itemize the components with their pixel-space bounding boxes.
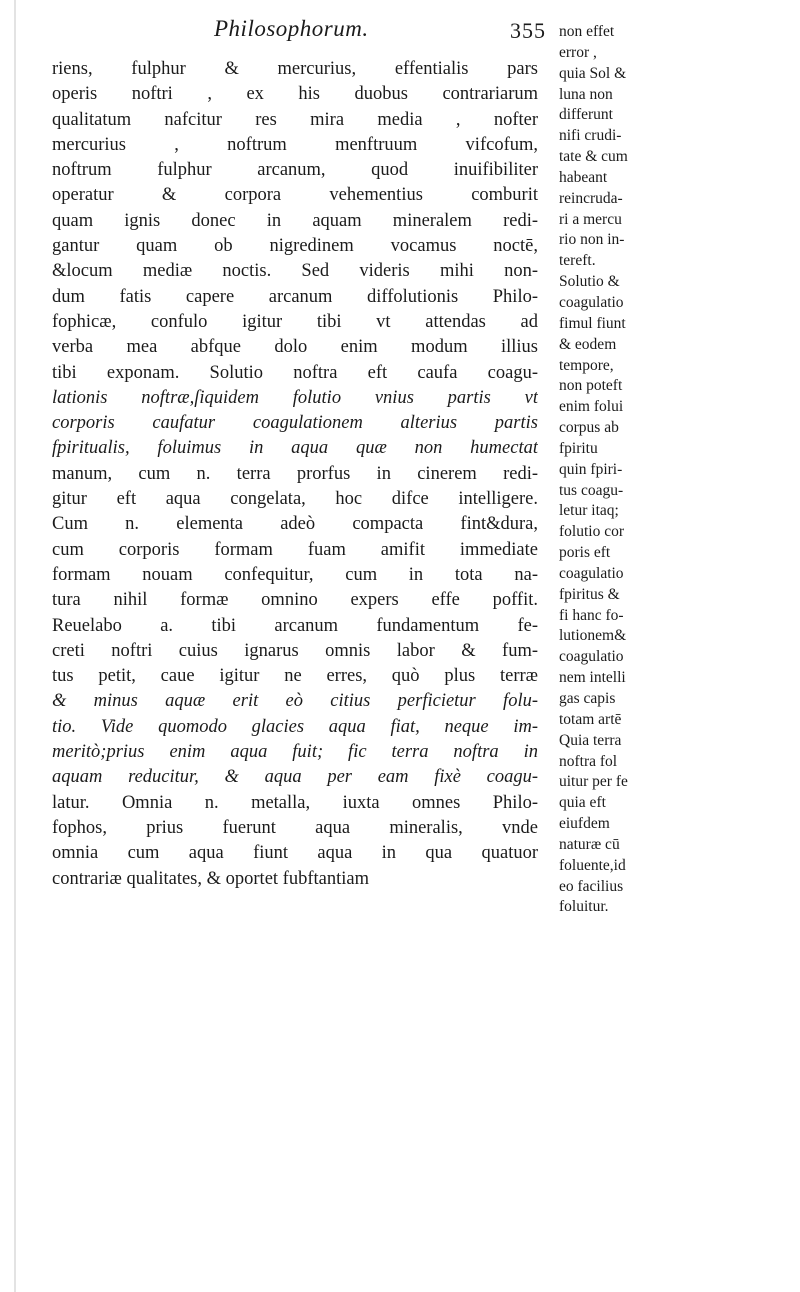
marginal-notes-column xyxy=(559,22,799,918)
margin-note-line: lutionem& xyxy=(559,627,627,645)
margin-note-line: coagulatio xyxy=(559,564,624,582)
text-line: quam ignis donec in aquam mineralem redi- xyxy=(52,210,538,231)
text-line: lationis noftræ,ſiquidem folutio vnius partis vt xyxy=(52,387,538,408)
margin-note-line: fi hanc fo- xyxy=(559,606,624,624)
margin-note-line: quia eft xyxy=(559,794,606,812)
margin-note-line: tempore, xyxy=(559,356,614,374)
running-title: Philosophorum. xyxy=(214,16,369,41)
margin-note-line: totam artē xyxy=(559,710,622,728)
text-line: fophicæ, confulo igitur tibi vt attendas ad xyxy=(52,311,538,332)
page-edge-shadow xyxy=(14,0,16,1292)
text-line: tus petit, caue igitur ne erres, quò plus terræ xyxy=(52,666,538,687)
margin-note-line: naturæ cū xyxy=(559,835,620,853)
margin-note-line: fpiritu xyxy=(559,439,598,457)
text-line: verba mea abfque dolo enim modum illius xyxy=(52,337,538,358)
margin-note-line: habeant xyxy=(559,168,608,186)
margin-note-line: eiufdem xyxy=(559,815,610,833)
margin-note-line: eo facilius xyxy=(559,877,624,895)
margin-note-line: & eodem xyxy=(559,335,617,353)
text-line: latur. Omnia n. metalla, iuxta omnes Philo- xyxy=(52,792,538,813)
margin-note-line: Quia terra xyxy=(559,731,622,749)
text-line: riens, fulphur & mercurius, effentialis pars xyxy=(52,59,538,79)
margin-note-line: nifi crudi- xyxy=(559,127,622,145)
margin-note-line: poris eft xyxy=(559,544,611,562)
margin-note-line: error , xyxy=(559,43,597,61)
text-line: tura nihil formæ omnino expers effe poffit. xyxy=(52,590,538,611)
margin-note-line: non effet xyxy=(559,23,615,40)
text-line: & minus aquæ erit eò citius perficietur folu- xyxy=(52,691,538,712)
main-text-column xyxy=(52,57,538,892)
text-line: tio. Vide quomodo glacies aqua fiat, neque im- xyxy=(52,716,538,737)
margin-note-line: Solutio & xyxy=(559,273,620,291)
margin-note-line: quin fpiri- xyxy=(559,460,623,478)
margin-note-line: luna non xyxy=(559,85,613,103)
margin-note-line: noftra fol xyxy=(559,752,618,770)
margin-note-line: corpus ab xyxy=(559,419,619,437)
text-line: gantur quam ob nigredinem vocamus noctē, xyxy=(52,236,538,257)
text-line: contrariæ qualitates, & oportet fubftantiam xyxy=(52,868,369,889)
margin-note-line: tus coagu- xyxy=(559,481,624,499)
margin-note-line: foluente,id xyxy=(559,856,626,874)
text-line: fpiritualis, foluimus in aqua quæ non humectat xyxy=(52,438,538,459)
margin-note-line: reincruda- xyxy=(559,189,623,207)
page-number: 355 xyxy=(510,18,546,43)
text-line: aquam reducitur, & aqua per eam fixè coagu- xyxy=(52,767,538,788)
text-line: omnia cum aqua fiunt aqua in qua quatuor xyxy=(52,843,538,864)
margin-note-line: ri a mercu xyxy=(559,210,622,228)
margin-note-line: fimul fiunt xyxy=(559,314,626,332)
text-line: gitur eft aqua congelata, hoc difce intelligere. xyxy=(52,489,538,510)
text-line: dum fatis capere arcanum diffolutionis Philo- xyxy=(52,286,538,307)
margin-note-line: gas capis xyxy=(559,690,616,707)
margin-note-line: coagulatio xyxy=(559,293,624,311)
text-line: operis noftri , ex his duobus contrariarum xyxy=(52,84,538,105)
text-line: formam nouam confequitur, cum in tota na- xyxy=(52,564,538,585)
text-line: meritò;prius enim aqua fuit; fic terra noftra in xyxy=(52,742,538,763)
text-line: noftrum fulphur arcanum, quod inuifibiliter xyxy=(52,160,538,181)
margin-note-line: fpiritus & xyxy=(559,585,620,603)
text-line: manum, cum n. terra prorfus in cinerem redi- xyxy=(52,463,538,484)
text-line: fophos, prius fuerunt aqua mineralis, vnde xyxy=(52,817,538,838)
margin-note-line: tereft. xyxy=(559,252,596,270)
margin-note-line: non poteft xyxy=(559,377,623,395)
text-line: &locum mediæ noctis. Sed videris mihi non- xyxy=(52,261,538,282)
margin-note-line: enim folui xyxy=(559,398,624,416)
text-line: creti noftri cuius ignarus omnis labor & fum- xyxy=(52,640,538,661)
text-line: tibi exponam. Solutio noftra eft caufa coagu- xyxy=(52,362,538,383)
text-line: operatur & corpora vehementius comburit xyxy=(52,185,538,206)
text-line: Cum n. elementa adeò compacta fint&dura, xyxy=(52,514,538,535)
margin-note-line: coagulatio xyxy=(559,648,624,666)
text-line: Reuelabo a. tibi arcanum fundamentum fe- xyxy=(52,615,538,636)
margin-note-line: tate & cum xyxy=(559,148,628,166)
text-line: qualitatum nafcitur res mira media , nofter xyxy=(52,109,538,130)
text-line: corporis caufatur coagulationem alterius partis xyxy=(52,413,538,434)
margin-note-line: uitur per fe xyxy=(559,773,628,791)
margin-note-line: differunt xyxy=(559,106,613,124)
margin-note-line: quia Sol & xyxy=(559,64,627,82)
margin-note-line: folutio cor xyxy=(559,523,624,541)
text-line: cum corporis formam fuam amifit immediate xyxy=(52,539,538,560)
margin-note-line: letur itaq; xyxy=(559,502,619,520)
margin-note-line: nem intelli xyxy=(559,669,626,687)
text-line: mercurius , noftrum menftruum vifcofum, xyxy=(52,134,538,155)
margin-note-line: rio non in- xyxy=(559,231,625,249)
margin-note-line: foluitur. xyxy=(559,898,609,916)
